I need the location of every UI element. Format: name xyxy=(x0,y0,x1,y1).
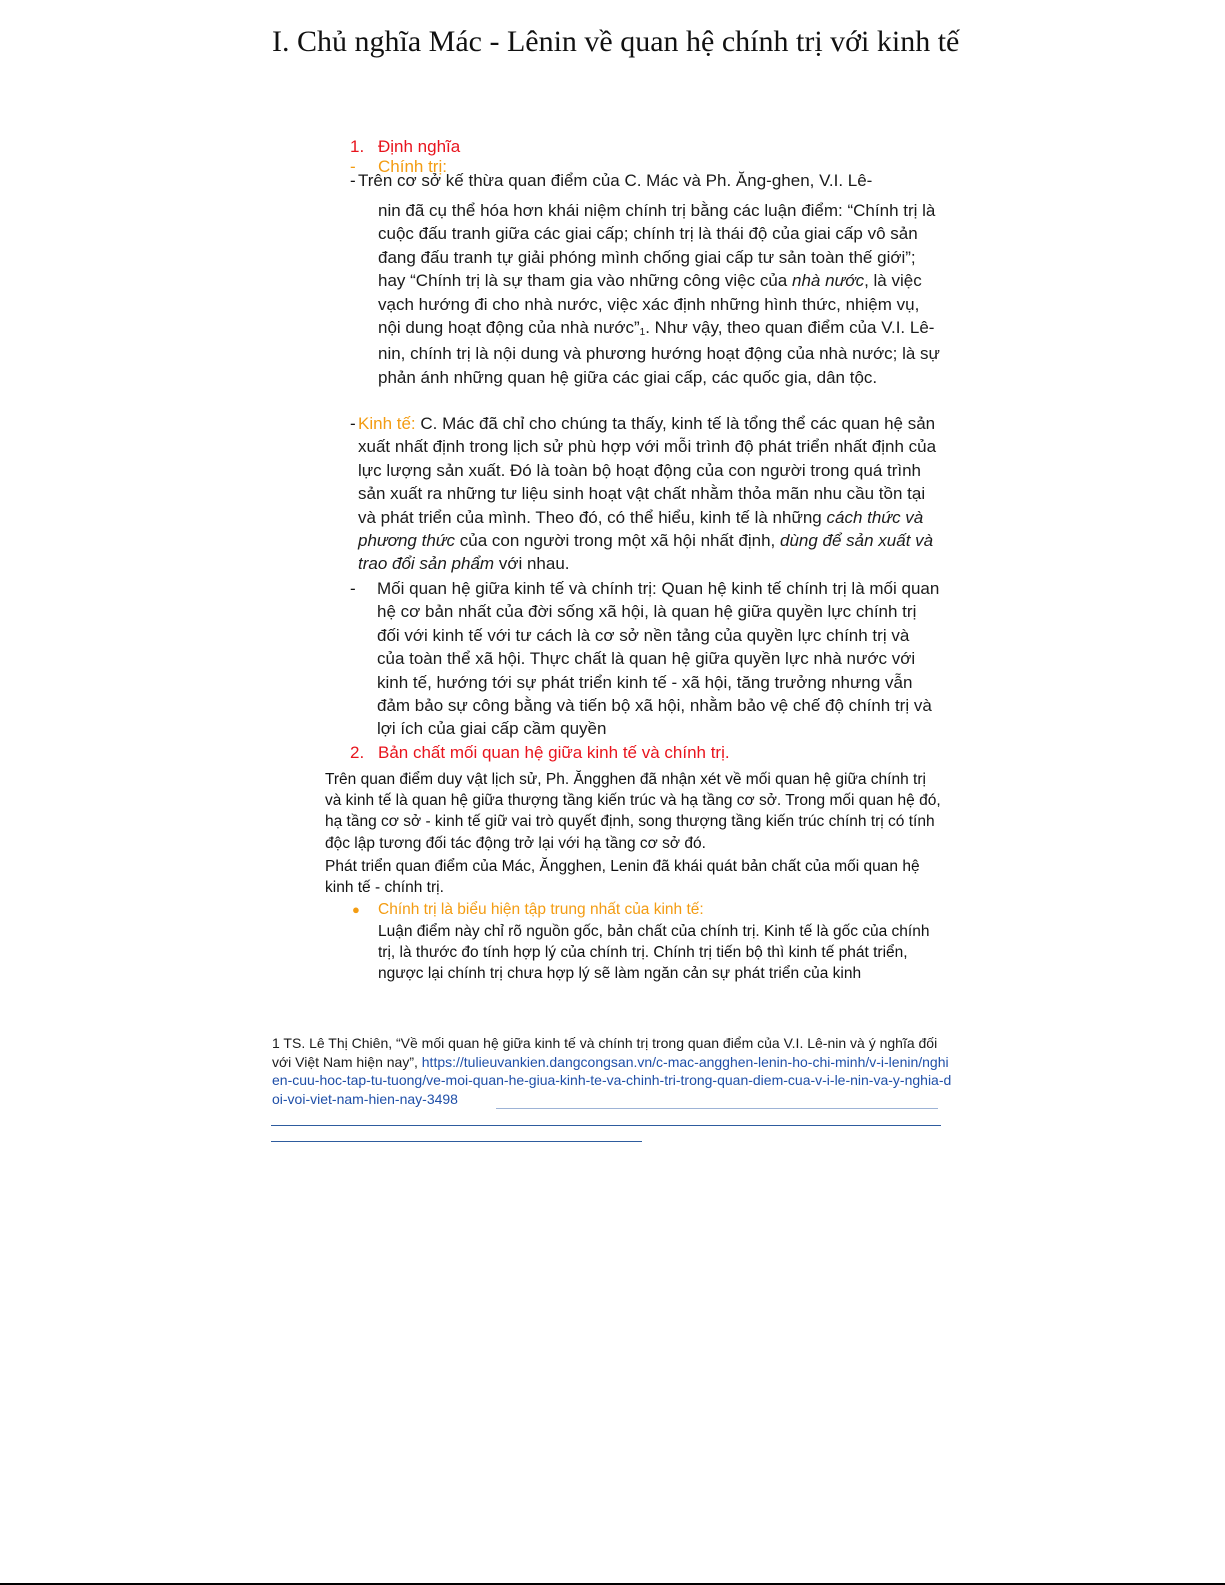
section-1-number: 1. xyxy=(350,137,365,156)
bullet-heading: Chính trị là biểu hiện tập trung nhất của kinh tế: xyxy=(378,901,704,918)
section-2-paragraph-2: Phát triển quan điểm của Mác, Ăngghen, Lenin đã khái quát bản chất của mối quan hệ kinh tế - chính trị. xyxy=(325,858,920,897)
footnote-underline-2 xyxy=(271,1125,941,1126)
footnote-underline-3 xyxy=(271,1141,642,1142)
footnote xyxy=(272,1034,952,1108)
economy-italic-1: cách thức và phương thức xyxy=(358,507,924,551)
politics-text-1: nin đã cụ thể hóa hơn khái niệm chính trị bằng các luận điểm: “Chính trị là cuộc đấu tranh giữa các giai cấp; chính trị là thái độ của giai cấp vô sản đang đấu tranh tự giải phóng mình chống giai cấp tư sản toàn thế giới”; hay “Chính trị là sự tham gia vào những công việc của xyxy=(378,201,936,291)
economy-text-1: C. Mác đã chỉ cho chúng ta thấy, kinh tế là tổng thể các quan hệ sản xuất nhất định trong lịch sử phù hợp với mỗi trình độ phát triển nhất định của lực lượng sản xuất. Đó là toàn bộ hoạt động của con người trong quá trình sản xuất ra những tư liệu sinh hoạt vật chất nhằm thỏa mãn nhu cầu tồn tại và phát triển của mình. Theo đó, có thể hiểu, kinh tế là những xyxy=(358,414,937,527)
bullet-paragraph: Luận điểm này chỉ rõ nguồn gốc, bản chất của chính trị. Kinh tế là gốc của chính trị, là thước đo tính hợp lý của chính trị. Chính trị tiến bộ thì kinh tế phát triển, ngược lại chính trị chưa hợp lý sẽ làm ngăn cản sự phát triển của kinh xyxy=(378,923,930,983)
economy-marker: - xyxy=(350,414,356,433)
politics-first-line: Trên cơ sở kế thừa quan điểm của C. Mác và Ph. Ăng-ghen, V.I. Lê- xyxy=(358,171,873,190)
section-1-title: Định nghĩa xyxy=(378,137,461,156)
section-2-paragraph-1: Trên quan điểm duy vật lịch sử, Ph. Ăngghen đã nhận xét về mối quan hệ giữa chính trị và kinh tế là quan hệ giữa thượng tầng kiến trúc và hạ tầng cơ sở. Trong mối quan hệ đó, hạ tầng cơ sở - kinh tế giữ vai trò quyết định, song thượng tầng kiến trúc chính trị có tính độc lập tương đối tác động trở lại với hạ tầng cơ sở đó. xyxy=(325,771,941,852)
economy-term: Kinh tế: xyxy=(358,414,416,433)
politics-text-2: , là việc vạch hướng đi cho nhà nước, việc xác định những hình thức, nhiệm vụ, nội dung hoạt động của nhà nước” xyxy=(378,271,922,338)
section-1-heading xyxy=(350,136,460,158)
politics-marker: - xyxy=(350,171,356,190)
economy-text-2: của con người trong một xã hội nhất định, xyxy=(455,531,780,551)
politics-paragraph xyxy=(378,199,940,389)
footnote-underline-1 xyxy=(496,1108,938,1109)
relationship-marker: - xyxy=(350,579,356,598)
footnote-link[interactable]: https://tulieuvankien.dangcongsan.vn/c-mac-angghen-lenin-ho-chi-minh/v-i-lenin/nghien-cuu-hoc-tap-tu-tuong/ve-moi-quan-he-giua-kinh-te-va-chinh-tri-trong-quan-diem-cua-v-i-le-nin-va-y-nghia-doi-voi-viet-nam-hien-nay-3498 xyxy=(272,1053,952,1107)
section-2-title: Bản chất mối quan hệ giữa kinh tế và chính trị. xyxy=(378,743,730,762)
section-2-heading xyxy=(350,742,730,764)
footnote-ref[interactable]: 1 xyxy=(639,327,646,339)
subheading-politics-marker: - xyxy=(350,157,356,176)
politics-italic-1: nhà nước xyxy=(791,271,865,291)
economy-text-3: với nhau. xyxy=(494,554,570,574)
bullet-icon: ● xyxy=(352,902,360,917)
section-2-number: 2. xyxy=(350,743,365,762)
footnote-number: 1 xyxy=(272,1035,280,1051)
relationship-paragraph: Mối quan hệ giữa kinh tế và chính trị: Quan hệ kinh tế chính trị là mối quan hệ cơ bản nhất của đời sống xã hội, là quan hệ giữa quyền lực chính trị đối với kinh tế với tư cách là cơ sở nền tảng của quyền lực chính trị và của toàn thể xã hội. Thực chất là quan hệ giữa quyền lực nhà nước với kinh tế, hướng tới sự phát triển kinh tế - xã hội, tăng trưởng nhưng vẫn đảm bảo sự công bằng và tiến bộ xã hội, nhằm bảo vệ chế độ chính trị và lợi ích của giai cấp cầm quyền xyxy=(377,579,940,739)
subheading-politics-title: Chính trị: xyxy=(378,157,447,176)
footnote-text: TS. Lê Thị Chiên, “Về mối quan hệ giữa kinh tế và chính trị trong quan điểm của V.I. Lê-nin và ý nghĩa đối với Việt Nam hiện nay”, xyxy=(272,1035,938,1070)
economy-italic-2: dùng để sản xuất và trao đổi sản phẩm xyxy=(358,531,934,574)
economy-paragraph xyxy=(358,412,940,576)
politics-text-3: . Như vậy, theo quan điểm của V.I. Lê-nin, chính trị là nội dung và phương hướng hoạt động của nhà nước; là sự phản ánh những quan hệ giữa các giai cấp, các quốc gia, dân tộc. xyxy=(378,318,940,387)
page-title: I. Chủ nghĩa Mác - Lênin về quan hệ chính trị với kinh tế xyxy=(272,25,960,58)
